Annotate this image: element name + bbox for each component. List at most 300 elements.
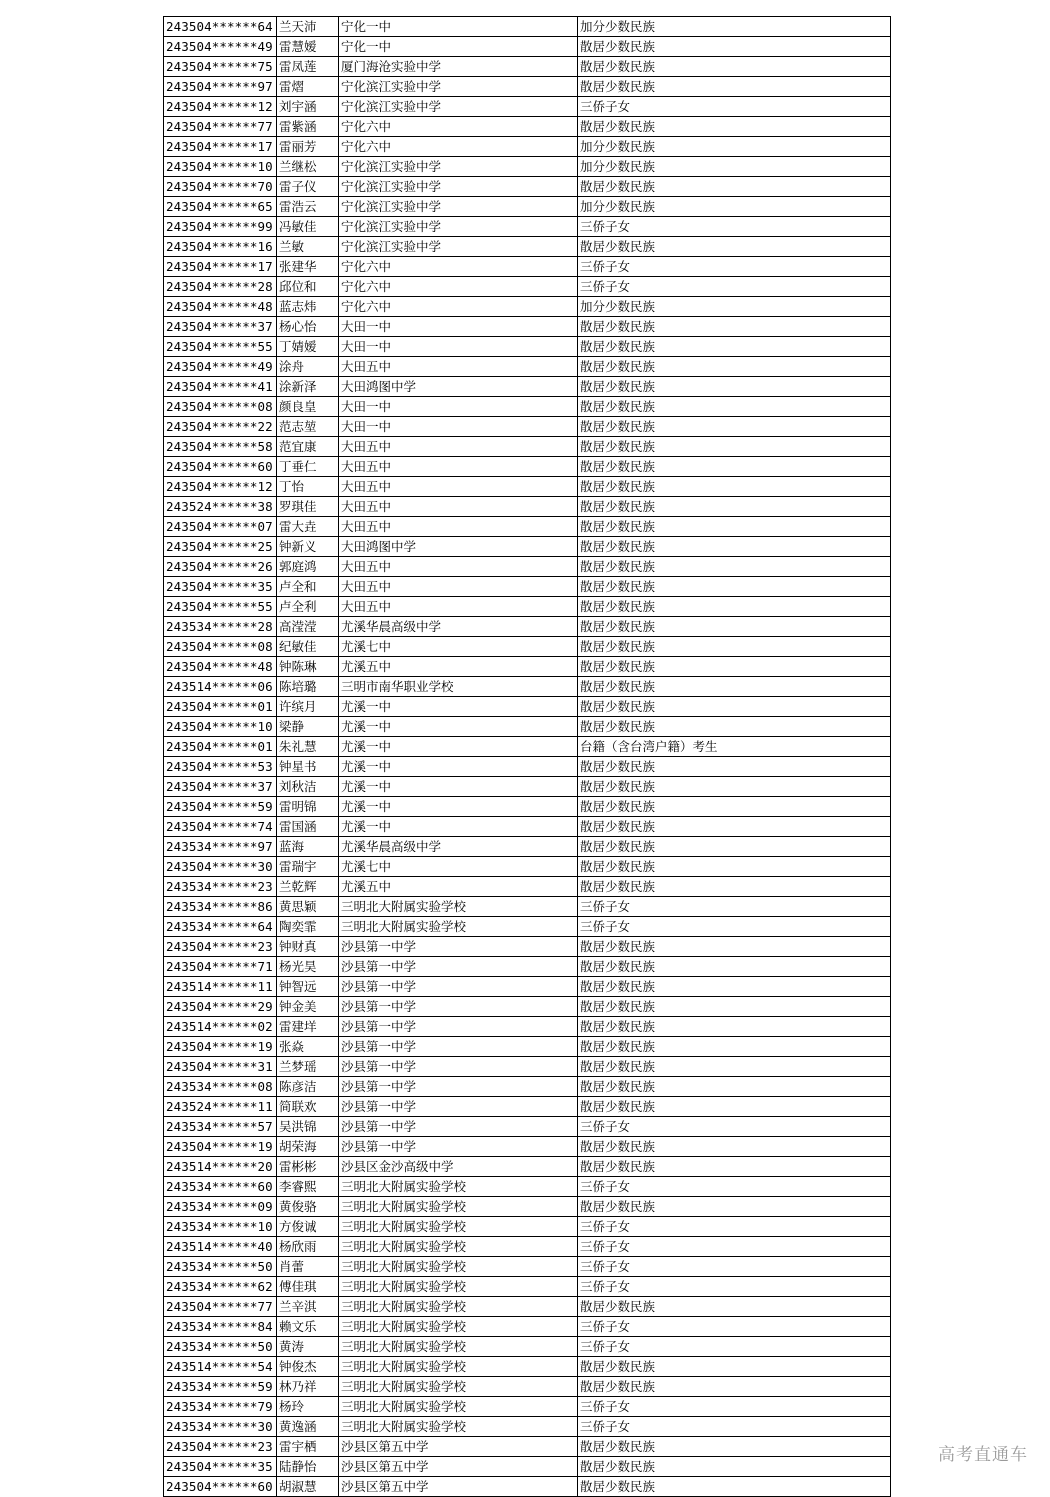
candidate-school-cell: 大田一中 xyxy=(339,317,578,337)
candidate-name-cell: 高滢滢 xyxy=(277,617,339,637)
candidate-category-cell: 散居少数民族 xyxy=(578,877,891,897)
candidate-id-cell: 243504******64 xyxy=(164,17,277,37)
table-row xyxy=(164,217,891,237)
candidate-id-cell: 243504******53 xyxy=(164,757,277,777)
candidate-id-cell: 243504******55 xyxy=(164,597,277,617)
table-row xyxy=(164,277,891,297)
candidate-school-cell: 大田一中 xyxy=(339,337,578,357)
candidate-name-cell: 张焱 xyxy=(277,1037,339,1057)
candidate-name-cell: 兰天沛 xyxy=(277,17,339,37)
candidate-category-cell: 散居少数民族 xyxy=(578,1457,891,1477)
candidate-name-cell: 简联欢 xyxy=(277,1097,339,1117)
candidate-school-cell: 宁化滨江实验中学 xyxy=(339,197,578,217)
candidate-id-cell: 243514******20 xyxy=(164,1157,277,1177)
candidate-category-cell: 散居少数民族 xyxy=(578,797,891,817)
candidate-category-cell: 散居少数民族 xyxy=(578,697,891,717)
candidate-category-cell: 散居少数民族 xyxy=(578,1157,891,1177)
candidate-school-cell: 大田五中 xyxy=(339,497,578,517)
table-row xyxy=(164,1257,891,1277)
candidate-school-cell: 沙县第一中学 xyxy=(339,1137,578,1157)
candidate-name-cell: 钟星书 xyxy=(277,757,339,777)
candidate-category-cell: 散居少数民族 xyxy=(578,537,891,557)
candidate-school-cell: 三明北大附属实验学校 xyxy=(339,1377,578,1397)
table-row xyxy=(164,817,891,837)
candidate-school-cell: 三明北大附属实验学校 xyxy=(339,1237,578,1257)
table-row xyxy=(164,437,891,457)
table-row xyxy=(164,477,891,497)
candidate-id-cell: 243504******71 xyxy=(164,957,277,977)
candidate-id-cell: 243504******65 xyxy=(164,197,277,217)
candidate-category-cell: 散居少数民族 xyxy=(578,777,891,797)
table-row xyxy=(164,337,891,357)
candidate-school-cell: 三明北大附属实验学校 xyxy=(339,1317,578,1337)
candidate-school-cell: 大田五中 xyxy=(339,437,578,457)
candidate-category-cell: 散居少数民族 xyxy=(578,557,891,577)
candidate-id-cell: 243504******28 xyxy=(164,277,277,297)
table-row xyxy=(164,1337,891,1357)
candidate-category-cell: 加分少数民族 xyxy=(578,17,891,37)
candidate-school-cell: 大田五中 xyxy=(339,597,578,617)
candidate-name-cell: 范志堃 xyxy=(277,417,339,437)
table-row xyxy=(164,1317,891,1337)
candidate-category-cell: 散居少数民族 xyxy=(578,1017,891,1037)
table-row xyxy=(164,1477,891,1497)
candidate-school-cell: 三明北大附属实验学校 xyxy=(339,1297,578,1317)
candidate-school-cell: 三明北大附属实验学校 xyxy=(339,1397,578,1417)
table-row xyxy=(164,97,891,117)
table-row xyxy=(164,557,891,577)
candidate-name-cell: 杨玲 xyxy=(277,1397,339,1417)
candidate-id-cell: 243504******77 xyxy=(164,1297,277,1317)
table-row xyxy=(164,257,891,277)
candidate-school-cell: 大田一中 xyxy=(339,397,578,417)
candidate-name-cell: 范宜康 xyxy=(277,437,339,457)
candidate-name-cell: 雷子仪 xyxy=(277,177,339,197)
table-row xyxy=(164,357,891,377)
candidate-name-cell: 黄逸涵 xyxy=(277,1417,339,1437)
table-row xyxy=(164,1137,891,1157)
candidate-school-cell: 三明北大附属实验学校 xyxy=(339,1417,578,1437)
candidate-name-cell: 丁怡 xyxy=(277,477,339,497)
candidate-name-cell: 杨光昊 xyxy=(277,957,339,977)
candidate-name-cell: 雷丽芳 xyxy=(277,137,339,157)
table-row xyxy=(164,1417,891,1437)
candidate-name-cell: 雷国涵 xyxy=(277,817,339,837)
candidate-category-cell: 三侨子女 xyxy=(578,1237,891,1257)
candidate-category-cell: 加分少数民族 xyxy=(578,197,891,217)
candidate-school-cell: 沙县第一中学 xyxy=(339,977,578,997)
candidate-name-cell: 涂新泽 xyxy=(277,377,339,397)
candidate-category-cell: 加分少数民族 xyxy=(578,137,891,157)
candidate-id-cell: 243504******07 xyxy=(164,517,277,537)
candidate-category-cell: 三侨子女 xyxy=(578,1257,891,1277)
table-row xyxy=(164,1357,891,1377)
candidate-id-cell: 243504******48 xyxy=(164,297,277,317)
candidate-id-cell: 243534******08 xyxy=(164,1077,277,1097)
table-row xyxy=(164,537,891,557)
candidate-id-cell: 243524******11 xyxy=(164,1097,277,1117)
candidate-school-cell: 沙县区金沙高级中学 xyxy=(339,1157,578,1177)
table-row xyxy=(164,1217,891,1237)
candidate-name-cell: 雷明锦 xyxy=(277,797,339,817)
candidate-category-cell: 散居少数民族 xyxy=(578,857,891,877)
candidate-category-cell: 散居少数民族 xyxy=(578,517,891,537)
candidate-school-cell: 宁化六中 xyxy=(339,117,578,137)
candidate-school-cell: 三明北大附属实验学校 xyxy=(339,1257,578,1277)
candidate-category-cell: 三侨子女 xyxy=(578,1277,891,1297)
candidate-id-cell: 243504******25 xyxy=(164,537,277,557)
table-row xyxy=(164,1457,891,1477)
candidate-name-cell: 赖文乐 xyxy=(277,1317,339,1337)
candidate-school-cell: 三明北大附属实验学校 xyxy=(339,917,578,937)
table-row xyxy=(164,637,891,657)
candidate-name-cell: 刘秋洁 xyxy=(277,777,339,797)
candidate-category-cell: 散居少数民族 xyxy=(578,57,891,77)
candidate-name-cell: 蓝海 xyxy=(277,837,339,857)
candidate-school-cell: 大田五中 xyxy=(339,517,578,537)
candidate-category-cell: 散居少数民族 xyxy=(578,497,891,517)
candidate-category-cell: 散居少数民族 xyxy=(578,417,891,437)
candidate-id-cell: 243504******37 xyxy=(164,317,277,337)
candidate-id-cell: 243534******84 xyxy=(164,1317,277,1337)
candidate-name-cell: 雷建垟 xyxy=(277,1017,339,1037)
candidate-name-cell: 丁婧嫒 xyxy=(277,337,339,357)
candidate-school-cell: 三明北大附属实验学校 xyxy=(339,1357,578,1377)
candidate-id-cell: 243534******79 xyxy=(164,1397,277,1417)
table-row xyxy=(164,1077,891,1097)
table-row xyxy=(164,897,891,917)
candidate-name-cell: 刘宇涵 xyxy=(277,97,339,117)
candidate-name-cell: 朱礼慧 xyxy=(277,737,339,757)
table-row xyxy=(164,177,891,197)
candidate-category-cell: 三侨子女 xyxy=(578,1177,891,1197)
candidate-school-cell: 大田鸿图中学 xyxy=(339,377,578,397)
table-row xyxy=(164,857,891,877)
candidate-id-cell: 243504******48 xyxy=(164,657,277,677)
candidate-name-cell: 雷大垚 xyxy=(277,517,339,537)
table-row xyxy=(164,1297,891,1317)
candidate-category-cell: 散居少数民族 xyxy=(578,677,891,697)
candidate-id-cell: 243504******12 xyxy=(164,97,277,117)
candidate-id-cell: 243534******09 xyxy=(164,1197,277,1217)
candidate-category-cell: 散居少数民族 xyxy=(578,377,891,397)
candidate-category-cell: 三侨子女 xyxy=(578,1217,891,1237)
roster-table-body xyxy=(164,17,891,1497)
candidate-category-cell: 散居少数民族 xyxy=(578,1197,891,1217)
table-row xyxy=(164,497,891,517)
table-row xyxy=(164,37,891,57)
candidate-name-cell: 涂舟 xyxy=(277,357,339,377)
candidate-school-cell: 尤溪一中 xyxy=(339,697,578,717)
candidate-school-cell: 三明市南华职业学校 xyxy=(339,677,578,697)
table-row xyxy=(164,157,891,177)
table-row xyxy=(164,997,891,1017)
candidate-id-cell: 243534******97 xyxy=(164,837,277,857)
candidate-id-cell: 243504******17 xyxy=(164,257,277,277)
candidate-name-cell: 兰梦瑶 xyxy=(277,1057,339,1077)
candidate-category-cell: 三侨子女 xyxy=(578,257,891,277)
candidate-id-cell: 243534******60 xyxy=(164,1177,277,1197)
table-row xyxy=(164,317,891,337)
candidate-id-cell: 243534******62 xyxy=(164,1277,277,1297)
candidate-category-cell: 散居少数民族 xyxy=(578,597,891,617)
candidate-category-cell: 散居少数民族 xyxy=(578,1377,891,1397)
candidate-id-cell: 243504******01 xyxy=(164,737,277,757)
candidate-school-cell: 尤溪五中 xyxy=(339,877,578,897)
candidate-category-cell: 三侨子女 xyxy=(578,217,891,237)
candidate-id-cell: 243504******22 xyxy=(164,417,277,437)
candidate-name-cell: 杨欣雨 xyxy=(277,1237,339,1257)
candidate-category-cell: 散居少数民族 xyxy=(578,1437,891,1457)
candidate-id-cell: 243504******23 xyxy=(164,1437,277,1457)
candidate-category-cell: 散居少数民族 xyxy=(578,1297,891,1317)
table-row xyxy=(164,837,891,857)
candidate-name-cell: 钟俊杰 xyxy=(277,1357,339,1377)
candidate-school-cell: 尤溪一中 xyxy=(339,737,578,757)
candidate-id-cell: 243534******59 xyxy=(164,1377,277,1397)
candidate-id-cell: 243504******35 xyxy=(164,1457,277,1477)
table-row xyxy=(164,237,891,257)
candidate-id-cell: 243534******30 xyxy=(164,1417,277,1437)
candidate-category-cell: 散居少数民族 xyxy=(578,477,891,497)
candidate-name-cell: 方俊诚 xyxy=(277,1217,339,1237)
table-row xyxy=(164,677,891,697)
candidate-name-cell: 雷凤莲 xyxy=(277,57,339,77)
candidate-name-cell: 雷熠 xyxy=(277,77,339,97)
candidate-category-cell: 散居少数民族 xyxy=(578,37,891,57)
candidate-id-cell: 243504******60 xyxy=(164,457,277,477)
candidate-name-cell: 钟财真 xyxy=(277,937,339,957)
candidate-category-cell: 散居少数民族 xyxy=(578,337,891,357)
candidate-school-cell: 三明北大附属实验学校 xyxy=(339,897,578,917)
table-row xyxy=(164,737,891,757)
candidate-id-cell: 243534******50 xyxy=(164,1337,277,1357)
candidate-name-cell: 邱位和 xyxy=(277,277,339,297)
candidate-school-cell: 沙县第一中学 xyxy=(339,1097,578,1117)
candidate-category-cell: 散居少数民族 xyxy=(578,817,891,837)
candidate-id-cell: 243504******75 xyxy=(164,57,277,77)
candidate-school-cell: 沙县区第五中学 xyxy=(339,1477,578,1497)
candidate-school-cell: 尤溪七中 xyxy=(339,857,578,877)
candidate-name-cell: 钟智远 xyxy=(277,977,339,997)
candidate-name-cell: 兰继松 xyxy=(277,157,339,177)
table-row xyxy=(164,1157,891,1177)
candidate-name-cell: 陆静怡 xyxy=(277,1457,339,1477)
candidate-school-cell: 厦门海沧实验中学 xyxy=(339,57,578,77)
candidate-name-cell: 罗琪佳 xyxy=(277,497,339,517)
candidate-school-cell: 尤溪华晨高级中学 xyxy=(339,617,578,637)
candidate-category-cell: 散居少数民族 xyxy=(578,1037,891,1057)
candidate-id-cell: 243534******64 xyxy=(164,917,277,937)
candidate-category-cell: 三侨子女 xyxy=(578,1117,891,1137)
candidate-name-cell: 胡淑慧 xyxy=(277,1477,339,1497)
table-row xyxy=(164,457,891,477)
candidate-category-cell: 散居少数民族 xyxy=(578,1137,891,1157)
candidate-id-cell: 243504******19 xyxy=(164,1137,277,1157)
table-row xyxy=(164,577,891,597)
table-row xyxy=(164,957,891,977)
table-row xyxy=(164,1437,891,1457)
table-row xyxy=(164,1117,891,1137)
table-row xyxy=(164,1037,891,1057)
table-row xyxy=(164,717,891,737)
candidate-category-cell: 散居少数民族 xyxy=(578,357,891,377)
candidate-school-cell: 三明北大附属实验学校 xyxy=(339,1277,578,1297)
candidate-id-cell: 243504******16 xyxy=(164,237,277,257)
candidate-id-cell: 243504******17 xyxy=(164,137,277,157)
candidate-school-cell: 沙县第一中学 xyxy=(339,1017,578,1037)
candidate-category-cell: 三侨子女 xyxy=(578,917,891,937)
candidate-school-cell: 大田五中 xyxy=(339,457,578,477)
candidate-id-cell: 243514******40 xyxy=(164,1237,277,1257)
candidate-school-cell: 大田五中 xyxy=(339,357,578,377)
candidate-category-cell: 散居少数民族 xyxy=(578,77,891,97)
candidate-id-cell: 243534******10 xyxy=(164,1217,277,1237)
table-row xyxy=(164,1197,891,1217)
candidate-category-cell: 散居少数民族 xyxy=(578,757,891,777)
table-row xyxy=(164,617,891,637)
candidate-school-cell: 宁化滨江实验中学 xyxy=(339,217,578,237)
candidate-category-cell: 散居少数民族 xyxy=(578,957,891,977)
candidate-school-cell: 尤溪一中 xyxy=(339,797,578,817)
candidate-name-cell: 雷瑞宇 xyxy=(277,857,339,877)
candidate-category-cell: 三侨子女 xyxy=(578,897,891,917)
candidate-category-cell: 散居少数民族 xyxy=(578,617,891,637)
candidate-id-cell: 243504******10 xyxy=(164,717,277,737)
candidate-name-cell: 兰辛淇 xyxy=(277,1297,339,1317)
candidate-school-cell: 大田五中 xyxy=(339,577,578,597)
table-row xyxy=(164,1397,891,1417)
candidate-name-cell: 梁静 xyxy=(277,717,339,737)
candidate-school-cell: 尤溪五中 xyxy=(339,657,578,677)
candidate-id-cell: 243504******59 xyxy=(164,797,277,817)
candidate-school-cell: 宁化滨江实验中学 xyxy=(339,177,578,197)
candidate-name-cell: 黄俊骆 xyxy=(277,1197,339,1217)
candidate-name-cell: 兰敏 xyxy=(277,237,339,257)
candidate-school-cell: 大田一中 xyxy=(339,417,578,437)
candidate-name-cell: 卢全利 xyxy=(277,597,339,617)
candidate-name-cell: 蓝志炜 xyxy=(277,297,339,317)
candidate-id-cell: 243504******08 xyxy=(164,397,277,417)
candidate-id-cell: 243504******23 xyxy=(164,937,277,957)
candidate-roster-table xyxy=(163,16,891,1497)
candidate-id-cell: 243504******12 xyxy=(164,477,277,497)
table-row xyxy=(164,1017,891,1037)
candidate-school-cell: 尤溪一中 xyxy=(339,717,578,737)
candidate-category-cell: 散居少数民族 xyxy=(578,1477,891,1497)
candidate-category-cell: 散居少数民族 xyxy=(578,657,891,677)
candidate-category-cell: 散居少数民族 xyxy=(578,637,891,657)
candidate-name-cell: 丁垂仁 xyxy=(277,457,339,477)
roster-table-container xyxy=(163,16,890,1497)
candidate-name-cell: 傅佳琪 xyxy=(277,1277,339,1297)
candidate-school-cell: 宁化滨江实验中学 xyxy=(339,97,578,117)
candidate-category-cell: 散居少数民族 xyxy=(578,577,891,597)
table-row xyxy=(164,517,891,537)
candidate-school-cell: 沙县第一中学 xyxy=(339,1117,578,1137)
candidate-category-cell: 加分少数民族 xyxy=(578,297,891,317)
candidate-school-cell: 宁化六中 xyxy=(339,257,578,277)
candidate-id-cell: 243504******31 xyxy=(164,1057,277,1077)
candidate-category-cell: 三侨子女 xyxy=(578,1417,891,1437)
candidate-school-cell: 沙县区第五中学 xyxy=(339,1457,578,1477)
candidate-id-cell: 243504******58 xyxy=(164,437,277,457)
candidate-category-cell: 散居少数民族 xyxy=(578,177,891,197)
candidate-category-cell: 台籍（含台湾户籍）考生 xyxy=(578,737,891,757)
candidate-id-cell: 243504******26 xyxy=(164,557,277,577)
candidate-id-cell: 243504******37 xyxy=(164,777,277,797)
candidate-id-cell: 243504******08 xyxy=(164,637,277,657)
candidate-name-cell: 纪敏佳 xyxy=(277,637,339,657)
candidate-school-cell: 宁化一中 xyxy=(339,37,578,57)
candidate-name-cell: 郭庭鸿 xyxy=(277,557,339,577)
candidate-school-cell: 宁化滨江实验中学 xyxy=(339,237,578,257)
candidate-id-cell: 243534******57 xyxy=(164,1117,277,1137)
candidate-name-cell: 雷紫涵 xyxy=(277,117,339,137)
table-row xyxy=(164,1277,891,1297)
table-row xyxy=(164,117,891,137)
candidate-id-cell: 243504******55 xyxy=(164,337,277,357)
candidate-name-cell: 兰乾辉 xyxy=(277,877,339,897)
table-row xyxy=(164,937,891,957)
candidate-id-cell: 243524******38 xyxy=(164,497,277,517)
table-row xyxy=(164,1097,891,1117)
candidate-category-cell: 散居少数民族 xyxy=(578,717,891,737)
candidate-school-cell: 大田鸿图中学 xyxy=(339,537,578,557)
candidate-name-cell: 黄涛 xyxy=(277,1337,339,1357)
table-row xyxy=(164,697,891,717)
candidate-school-cell: 尤溪一中 xyxy=(339,817,578,837)
candidate-name-cell: 林乃祥 xyxy=(277,1377,339,1397)
candidate-category-cell: 散居少数民族 xyxy=(578,1097,891,1117)
candidate-id-cell: 243504******97 xyxy=(164,77,277,97)
candidate-school-cell: 宁化滨江实验中学 xyxy=(339,77,578,97)
table-row xyxy=(164,137,891,157)
candidate-id-cell: 243514******11 xyxy=(164,977,277,997)
candidate-school-cell: 宁化六中 xyxy=(339,297,578,317)
table-row xyxy=(164,1237,891,1257)
candidate-id-cell: 243504******49 xyxy=(164,357,277,377)
candidate-school-cell: 宁化一中 xyxy=(339,17,578,37)
candidate-id-cell: 243504******30 xyxy=(164,857,277,877)
candidate-id-cell: 243504******10 xyxy=(164,157,277,177)
candidate-name-cell: 雷慧嫒 xyxy=(277,37,339,57)
candidate-name-cell: 肖蕾 xyxy=(277,1257,339,1277)
candidate-name-cell: 陈培璐 xyxy=(277,677,339,697)
table-row xyxy=(164,757,891,777)
candidate-category-cell: 散居少数民族 xyxy=(578,1077,891,1097)
candidate-school-cell: 尤溪一中 xyxy=(339,777,578,797)
candidate-name-cell: 雷彬彬 xyxy=(277,1157,339,1177)
candidate-school-cell: 三明北大附属实验学校 xyxy=(339,1217,578,1237)
candidate-name-cell: 李睿熙 xyxy=(277,1177,339,1197)
table-row xyxy=(164,1177,891,1197)
candidate-id-cell: 243504******29 xyxy=(164,997,277,1017)
candidate-school-cell: 三明北大附属实验学校 xyxy=(339,1177,578,1197)
candidate-category-cell: 三侨子女 xyxy=(578,1397,891,1417)
candidate-name-cell: 钟金美 xyxy=(277,997,339,1017)
candidate-name-cell: 陈彦洁 xyxy=(277,1077,339,1097)
candidate-id-cell: 243534******23 xyxy=(164,877,277,897)
candidate-school-cell: 宁化滨江实验中学 xyxy=(339,157,578,177)
candidate-id-cell: 243514******54 xyxy=(164,1357,277,1377)
candidate-school-cell: 尤溪一中 xyxy=(339,757,578,777)
candidate-id-cell: 243504******70 xyxy=(164,177,277,197)
candidate-school-cell: 宁化六中 xyxy=(339,137,578,157)
candidate-category-cell: 散居少数民族 xyxy=(578,937,891,957)
candidate-school-cell: 三明北大附属实验学校 xyxy=(339,1197,578,1217)
watermark-text: 高考直通车 xyxy=(938,1445,1028,1465)
